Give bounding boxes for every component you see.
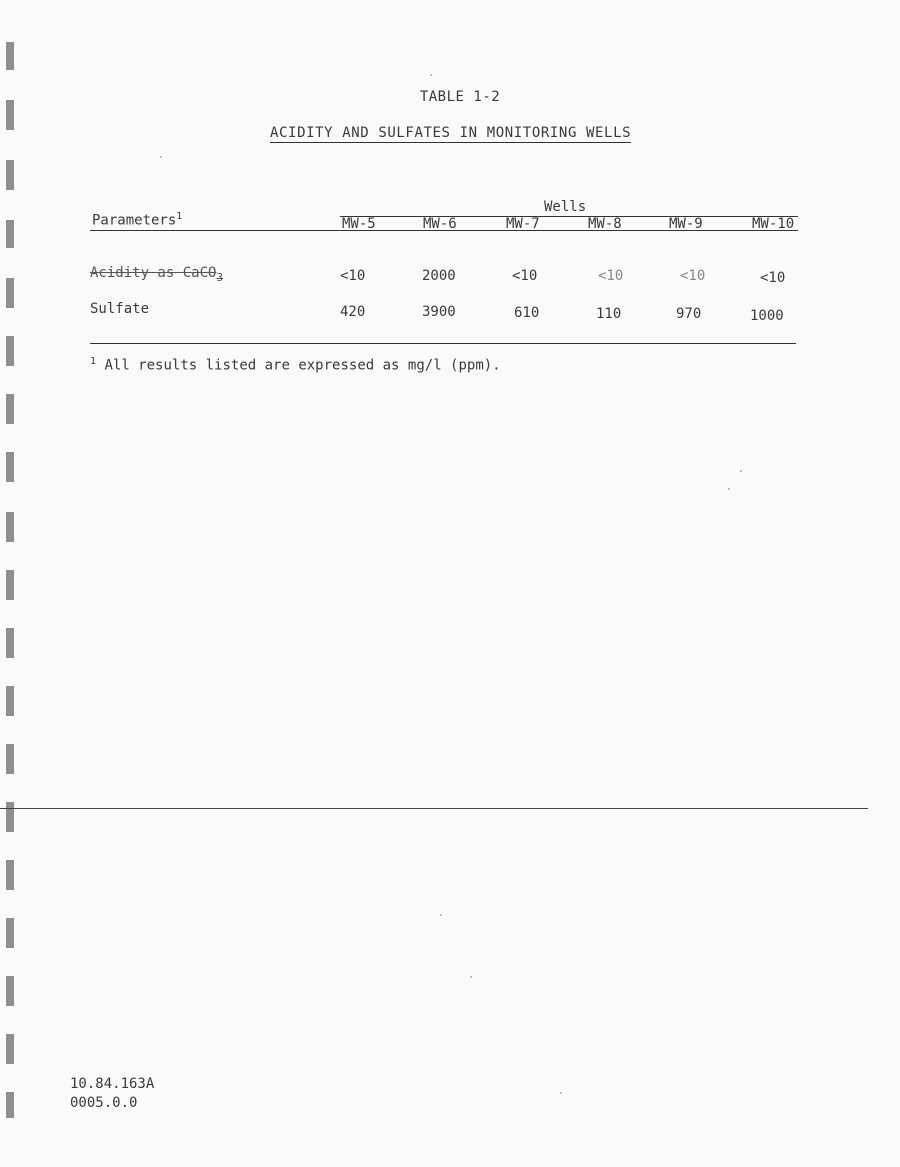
table-cell: 420: [340, 304, 366, 320]
table-cell: <10: [680, 268, 706, 284]
column-header: MW-8: [588, 216, 622, 232]
document-id-line1: 10.84.163A: [70, 1076, 155, 1092]
table-cell: <10: [598, 268, 624, 284]
binding-mark: [6, 860, 14, 890]
table-cell: 970: [676, 306, 702, 322]
binding-mark: [6, 628, 14, 658]
row-label-sulfate: Sulfate: [90, 301, 150, 317]
binding-mark: [6, 220, 14, 248]
column-header: MW-6: [423, 216, 457, 232]
binding-mark: [6, 160, 14, 190]
row-label-acidity: [90, 265, 223, 284]
scan-speck: [560, 1092, 562, 1094]
scan-speck: [160, 156, 162, 158]
table-cell: <10: [760, 270, 786, 286]
table-title: ACIDITY AND SULFATES IN MONITORING WELLS: [270, 125, 632, 141]
row-label-acidity-text: Acidity as CaCO: [90, 265, 217, 281]
table-cell: 1000: [750, 308, 784, 324]
binding-mark: [6, 336, 14, 366]
binding-mark: [6, 512, 14, 542]
table-cell: 610: [514, 305, 540, 321]
scan-speck: [470, 976, 472, 978]
scan-speck: [740, 470, 742, 472]
table-cell: <10: [340, 268, 366, 284]
table-bottom-rule: [90, 343, 796, 344]
document-id-line2: 0005.0.0: [70, 1095, 138, 1111]
column-header: MW-10: [752, 216, 795, 232]
wells-header: Wells: [544, 199, 587, 215]
binding-mark: [6, 394, 14, 424]
binding-mark: [6, 278, 14, 308]
scan-speck: [440, 914, 442, 916]
footnote: [90, 356, 501, 374]
wells-rule: [340, 216, 798, 217]
scan-speck: [728, 488, 730, 490]
column-header: MW-5: [342, 216, 376, 232]
page-divider: [0, 808, 868, 809]
footnote-mark: 1: [90, 356, 97, 367]
table-number: TABLE 1-2: [419, 89, 501, 105]
binding-mark: [6, 42, 14, 70]
table-cell: <10: [512, 268, 538, 284]
binding-mark: [6, 744, 14, 774]
parameters-header-label: Parameters: [92, 212, 177, 229]
binding-mark: [6, 570, 14, 600]
footnote-text: All results listed are expressed as mg/l (ppm).: [104, 357, 501, 374]
binding-mark: [6, 1034, 14, 1064]
column-header: MW-7: [506, 216, 540, 232]
binding-mark: [6, 802, 14, 832]
scan-speck: [430, 74, 432, 76]
binding-mark: [6, 1092, 14, 1118]
parameters-footnote-mark: 1: [176, 211, 183, 222]
binding-mark: [6, 686, 14, 716]
table-cell: 2000: [422, 268, 456, 284]
parameters-header: [92, 211, 182, 229]
binding-mark: [6, 976, 14, 1006]
table-cell: 110: [596, 306, 622, 322]
column-header: MW-9: [669, 216, 703, 232]
table-cell: 3900: [422, 304, 456, 320]
binding-mark: [6, 452, 14, 482]
binding-mark: [6, 918, 14, 948]
row-label-acidity-subscript: 3: [216, 270, 224, 284]
header-rule: [90, 230, 798, 231]
